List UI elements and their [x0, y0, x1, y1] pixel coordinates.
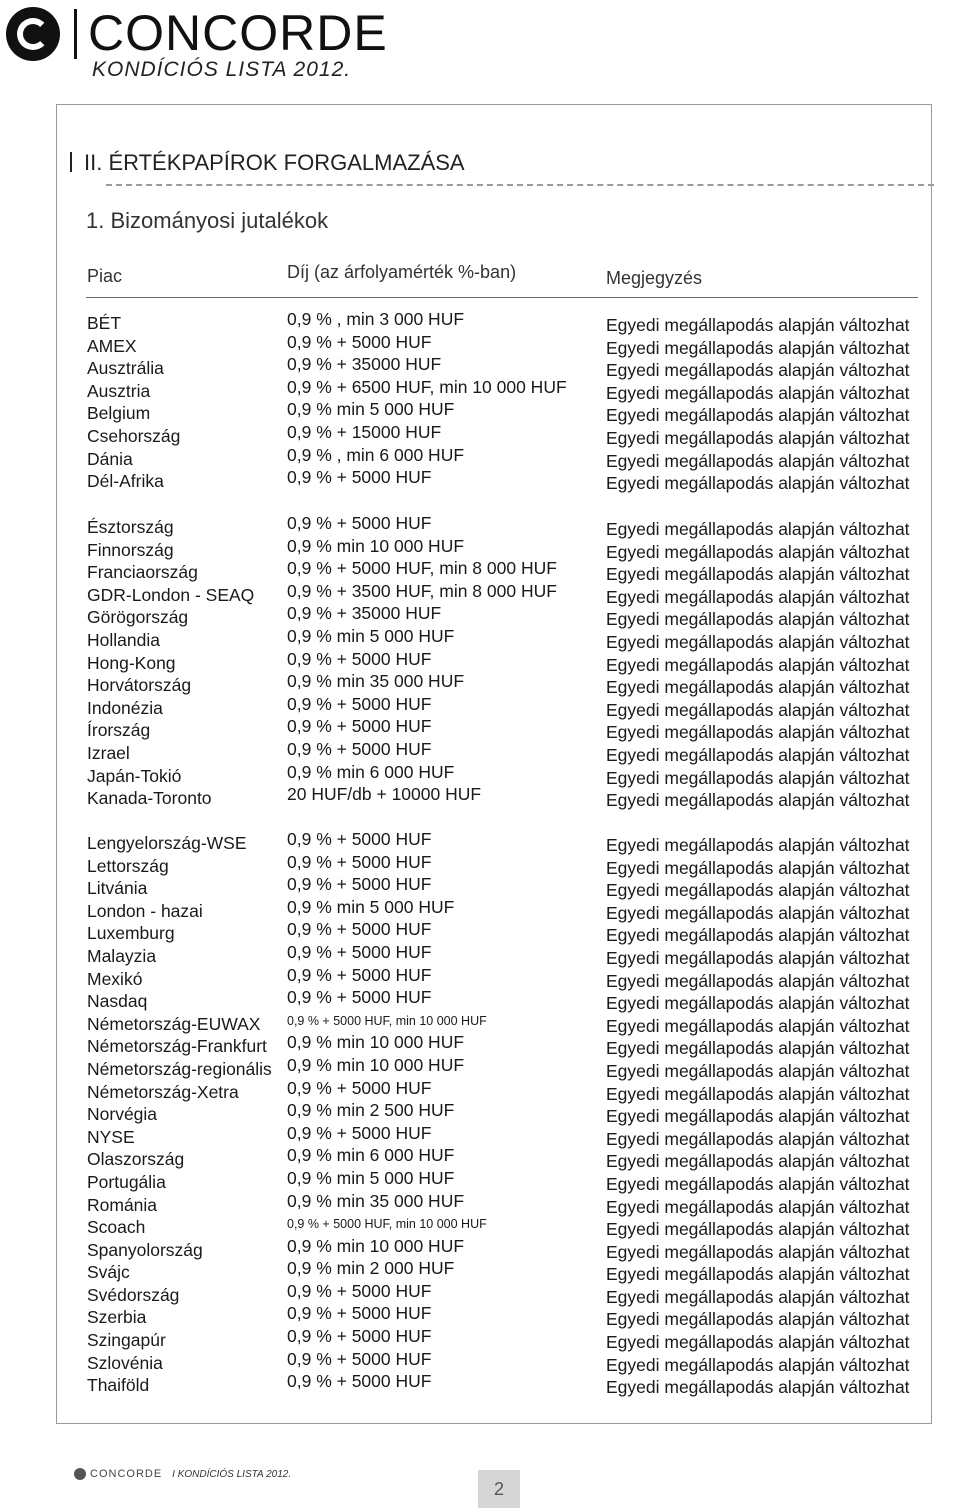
footer-subtitle: I KONDÍCIÓS LISTA 2012. — [172, 1468, 292, 1480]
market-cell: Németország-Frankfurt — [87, 1036, 267, 1057]
table-row — [0, 513, 960, 540]
table-row — [0, 1054, 960, 1082]
table-row — [0, 964, 960, 992]
table-row — [0, 1032, 960, 1059]
note-cell: Egyedi megállapodás alapján változhat — [606, 699, 910, 720]
table-row — [0, 603, 960, 630]
market-cell: Dánia — [87, 448, 133, 469]
table-row — [0, 987, 960, 1014]
fee-cell: 0,9 % + 5000 HUF — [287, 874, 432, 895]
fee-cell: 0,9 % + 5000 HUF — [287, 1280, 432, 1301]
column-header-note: Megjegyzés — [606, 268, 703, 288]
table-row — [0, 1280, 960, 1308]
market-cell: Scoach — [87, 1217, 146, 1238]
fee-cell: 0,9 % + 5000 HUF — [287, 738, 432, 759]
fee-cell: 0,9 % min 5 000 HUF — [287, 625, 455, 646]
fee-cell: 0,9 % + 5000 HUF, min 10 000 HUF — [287, 1013, 487, 1028]
note-cell: Egyedi megállapodás alapján változhat — [606, 473, 910, 494]
table-row — [0, 693, 960, 721]
fee-cell: 0,9 % + 5000 HUF — [287, 987, 432, 1008]
market-cell: Finnország — [87, 539, 174, 560]
fee-cell: 0,9 % , min 6 000 HUF — [287, 444, 465, 465]
market-cell: Mexikó — [87, 968, 143, 989]
market-cell: Nasdaq — [87, 991, 148, 1012]
table-row — [0, 919, 960, 946]
fee-cell: 0,9 % min 2 500 HUF — [287, 1100, 455, 1121]
table-row — [0, 874, 960, 901]
table-group-2 — [0, 513, 960, 811]
market-cell: Szlovénia — [87, 1352, 163, 1373]
market-cell: Horvátország — [87, 675, 192, 696]
market-cell: Malayzia — [87, 945, 157, 966]
market-cell: Hong-Kong — [87, 652, 176, 673]
note-cell: Egyedi megállapodás alapján változhat — [606, 1196, 910, 1217]
note-cell: Egyedi megállapodás alapján változhat — [606, 1060, 910, 1081]
fee-cell: 0,9 % + 35000 HUF — [287, 354, 442, 375]
table-group-1 — [0, 309, 960, 494]
market-cell: Olaszország — [87, 1149, 185, 1170]
market-cell: Németország-Xetra — [87, 1081, 239, 1102]
market-cell: Litvánia — [87, 878, 148, 899]
table-row — [0, 1167, 960, 1195]
note-cell: Egyedi megállapodás alapján változhat — [606, 902, 910, 923]
fee-cell: 0,9 % + 5000 HUF — [287, 1303, 432, 1324]
market-cell: Portugália — [87, 1171, 166, 1192]
section-marker — [70, 152, 72, 172]
market-cell: NYSE — [87, 1126, 135, 1147]
note-cell: Egyedi megállapodás alapján változhat — [606, 1151, 910, 1172]
note-cell: Egyedi megállapodás alapján változhat — [606, 519, 910, 539]
market-cell: Belgium — [87, 403, 151, 424]
subsection-title: 1. Bizományosi jutalékok — [86, 208, 329, 233]
section-title-text: II. ÉRTÉKPAPÍROK FORGALMAZÁSA — [84, 150, 465, 175]
table-row — [0, 1122, 960, 1150]
fee-cell: 0,9 % + 5000 HUF — [287, 964, 432, 985]
table-row — [0, 309, 960, 336]
note-cell: Egyedi megállapodás alapján változhat — [606, 1264, 910, 1285]
note-cell: Egyedi megállapodás alapján változhat — [606, 835, 910, 855]
fee-cell: 0,9 % + 5000 HUF — [287, 851, 432, 872]
market-cell: BÉT — [87, 313, 122, 333]
fee-cell: 0,9 % + 5000 HUF — [287, 1077, 432, 1098]
note-cell: Egyedi megállapodás alapján változhat — [606, 337, 910, 358]
note-cell: Egyedi megállapodás alapján változhat — [606, 1286, 910, 1307]
table-row — [0, 784, 960, 811]
note-cell: Egyedi megállapodás alapján változhat — [606, 1354, 910, 1375]
brand-name: CONCORDE — [88, 5, 388, 61]
note-cell: Egyedi megállapodás alapján változhat — [606, 1332, 910, 1353]
table-row — [0, 648, 960, 676]
fee-cell: 0,9 % min 10 000 HUF — [287, 1032, 465, 1053]
market-cell: Luxemburg — [87, 923, 175, 944]
market-cell: Szerbia — [87, 1307, 147, 1328]
fee-cell: 0,9 % + 5000 HUF — [287, 1122, 432, 1143]
note-cell: Egyedi megállapodás alapján változhat — [606, 925, 910, 946]
table-row — [0, 331, 960, 359]
fee-cell: 0,9 % min 10 000 HUF — [287, 1235, 465, 1256]
market-cell: Szingapúr — [87, 1330, 166, 1351]
note-cell: Egyedi megállapodás alapján változhat — [606, 970, 910, 991]
note-cell: Egyedi megállapodás alapján változhat — [606, 541, 910, 562]
fee-cell: 0,9 % , min 3 000 HUF — [287, 309, 465, 329]
table-row — [0, 1348, 960, 1376]
note-cell: Egyedi megállapodás alapján változhat — [606, 722, 910, 743]
document-subtitle: KONDÍCIÓS LISTA 2012. — [92, 58, 352, 81]
fee-cell: 0,9 % + 5000 HUF — [287, 829, 432, 849]
table-row — [0, 1077, 960, 1105]
table-row — [0, 941, 960, 969]
market-cell: Indonézia — [87, 697, 163, 718]
table-row — [0, 1258, 960, 1285]
market-cell: AMEX — [87, 335, 137, 356]
market-cell: Spanyolország — [87, 1239, 203, 1260]
table-row — [0, 1303, 960, 1330]
table-row — [0, 896, 960, 924]
note-cell: Egyedi megállapodás alapján változhat — [606, 1128, 910, 1149]
column-header-market: Piac — [87, 266, 123, 286]
header-rule — [86, 297, 918, 298]
fee-cell: 0,9 % + 5000 HUF — [287, 716, 432, 737]
fee-cell: 0,9 % + 5000 HUF, min 8 000 HUF — [287, 558, 557, 579]
table-row — [0, 1014, 960, 1037]
note-cell: Egyedi megállapodás alapján változhat — [606, 1106, 910, 1127]
fee-cell: 0,9 % min 35 000 HUF — [287, 1190, 465, 1211]
market-cell: Lengyelország-WSE — [87, 833, 247, 853]
market-cell: Görögország — [87, 607, 189, 628]
fee-cell: 0,9 % + 5000 HUF — [287, 1348, 432, 1369]
table-row — [0, 625, 960, 653]
market-cell: Svédország — [87, 1284, 180, 1305]
table-row — [0, 421, 960, 449]
table-row — [0, 716, 960, 743]
market-cell: Thaiföld — [87, 1375, 150, 1396]
column-header-fee: Díj (az árfolyamérték %-ban) — [287, 262, 517, 282]
fee-cell: 0,9 % + 5000 HUF — [287, 1326, 432, 1347]
note-cell: Egyedi megállapodás alapján változhat — [606, 790, 910, 811]
market-cell: Németország-EUWAX — [87, 1013, 261, 1034]
fee-cell: 0,9 % min 5 000 HUF — [287, 399, 455, 420]
market-cell: Hollandia — [87, 629, 160, 650]
note-cell: Egyedi megállapodás alapján változhat — [606, 1015, 910, 1036]
market-cell: Észtország — [87, 517, 174, 537]
fee-cell: 0,9 % + 5000 HUF — [287, 919, 432, 940]
fee-cell: 0,9 % min 5 000 HUF — [287, 896, 455, 917]
logo-divider — [74, 9, 77, 59]
fee-cell: 0,9 % min 2 000 HUF — [287, 1258, 455, 1279]
table-row — [0, 1235, 960, 1263]
fee-cell: 0,9 % + 5000 HUF — [287, 648, 432, 669]
fee-cell: 0,9 % min 6 000 HUF — [287, 761, 455, 782]
note-cell: Egyedi megállapodás alapján változhat — [606, 405, 910, 426]
fee-cell: 0,9 % + 5000 HUF — [287, 693, 432, 714]
market-cell: Norvégia — [87, 1104, 158, 1125]
note-cell: Egyedi megállapodás alapján változhat — [606, 1241, 910, 1262]
note-cell: Egyedi megállapodás alapján változhat — [606, 382, 910, 403]
note-cell: Egyedi megállapodás alapján változhat — [606, 427, 910, 448]
table-row — [0, 376, 960, 404]
table-row — [0, 1190, 960, 1218]
fee-cell: 0,9 % + 5000 HUF, min 10 000 HUF — [287, 1217, 487, 1232]
note-cell: Egyedi megállapodás alapján változhat — [606, 1038, 910, 1059]
fee-cell: 0,9 % + 5000 HUF — [287, 467, 432, 488]
table-row — [0, 444, 960, 472]
fee-cell: 0,9 % min 35 000 HUF — [287, 671, 465, 692]
fee-cell: 0,9 % + 3500 HUF, min 8 000 HUF — [287, 580, 557, 601]
market-cell: Ausztrália — [87, 358, 164, 379]
market-cell: Izrael — [87, 742, 130, 763]
note-cell: Egyedi megállapodás alapján változhat — [606, 947, 910, 968]
note-cell: Egyedi megállapodás alapján változhat — [606, 1309, 910, 1330]
market-cell: Dél-Afrika — [87, 471, 164, 492]
market-cell: Ausztria — [87, 380, 151, 401]
market-cell: Svájc — [87, 1262, 130, 1283]
market-cell: London - hazai — [87, 900, 203, 921]
note-cell: Egyedi megállapodás alapján változhat — [606, 1083, 910, 1104]
note-cell: Egyedi megállapodás alapján változhat — [606, 654, 910, 675]
table-row — [0, 580, 960, 608]
market-cell: Németország-regionális — [87, 1058, 272, 1079]
note-cell: Egyedi megállapodás alapján változhat — [606, 360, 910, 381]
table-group-3 — [0, 829, 960, 1398]
table-row — [0, 467, 960, 494]
table-row — [0, 829, 960, 856]
market-cell: Írország — [87, 720, 151, 741]
table-row — [0, 1100, 960, 1127]
market-cell: GDR-London - SEAQ — [87, 584, 255, 605]
note-cell: Egyedi megállapodás alapján változhat — [606, 1377, 910, 1398]
fee-cell: 0,9 % + 15000 HUF — [287, 421, 442, 442]
table-row — [0, 1217, 960, 1240]
fee-cell: 0,9 % + 5000 HUF — [287, 513, 432, 533]
note-cell: Egyedi megállapodás alapján változhat — [606, 744, 910, 765]
note-cell: Egyedi megállapodás alapján változhat — [606, 880, 910, 901]
market-cell: Csehország — [87, 425, 181, 446]
fee-cell: 0,9 % + 5000 HUF — [287, 941, 432, 962]
market-cell: Románia — [87, 1194, 158, 1215]
fee-cell: 0,9 % + 5000 HUF — [287, 1371, 432, 1392]
fee-cell: 0,9 % min 10 000 HUF — [287, 1054, 465, 1075]
note-cell: Egyedi megállapodás alapján változhat — [606, 857, 910, 878]
fee-cell: 0,9 % + 5000 HUF — [287, 331, 432, 352]
fee-cell: 0,9 % min 10 000 HUF — [287, 535, 465, 556]
note-cell: Egyedi megállapodás alapján változhat — [606, 450, 910, 471]
table-row — [0, 1326, 960, 1353]
note-cell: Egyedi megállapodás alapján változhat — [606, 631, 910, 652]
market-cell: Lettország — [87, 855, 169, 876]
table-row — [0, 1371, 960, 1398]
section-title — [70, 150, 465, 176]
table-row — [0, 738, 960, 766]
table-row — [0, 671, 960, 698]
note-cell: Egyedi megállapodás alapján változhat — [606, 1219, 910, 1240]
concorde-logo-icon — [6, 7, 60, 61]
table-row — [0, 851, 960, 879]
table-row — [0, 1145, 960, 1172]
logo — [6, 6, 87, 62]
fee-cell: 0,9 % + 35000 HUF — [287, 603, 442, 624]
note-cell: Egyedi megállapodás alapján változhat — [606, 609, 910, 630]
footer — [74, 1468, 291, 1480]
note-cell: Egyedi megállapodás alapján változhat — [606, 586, 910, 607]
dashed-divider — [106, 184, 934, 186]
note-cell: Egyedi megállapodás alapján változhat — [606, 315, 910, 335]
fee-cell: 0,9 % min 5 000 HUF — [287, 1167, 455, 1188]
table-row — [0, 399, 960, 426]
note-cell: Egyedi megállapodás alapján változhat — [606, 767, 910, 788]
fee-cell: 20 HUF/db + 10000 HUF — [287, 784, 482, 805]
footer-brand: CONCORDE — [90, 1468, 163, 1480]
market-cell: Franciaország — [87, 562, 198, 583]
fee-cell: 0,9 % + 6500 HUF, min 10 000 HUF — [287, 376, 567, 397]
fee-cell: 0,9 % min 6 000 HUF — [287, 1145, 455, 1166]
footer-logo-icon — [74, 1468, 86, 1480]
market-cell: Japán-Tokió — [87, 765, 182, 786]
page-number: 2 — [478, 1470, 520, 1508]
note-cell: Egyedi megállapodás alapján változhat — [606, 993, 910, 1014]
note-cell: Egyedi megállapodás alapján változhat — [606, 1173, 910, 1194]
note-cell: Egyedi megállapodás alapján változhat — [606, 564, 910, 585]
market-cell: Kanada-Toronto — [87, 788, 212, 809]
note-cell: Egyedi megállapodás alapján változhat — [606, 677, 910, 698]
